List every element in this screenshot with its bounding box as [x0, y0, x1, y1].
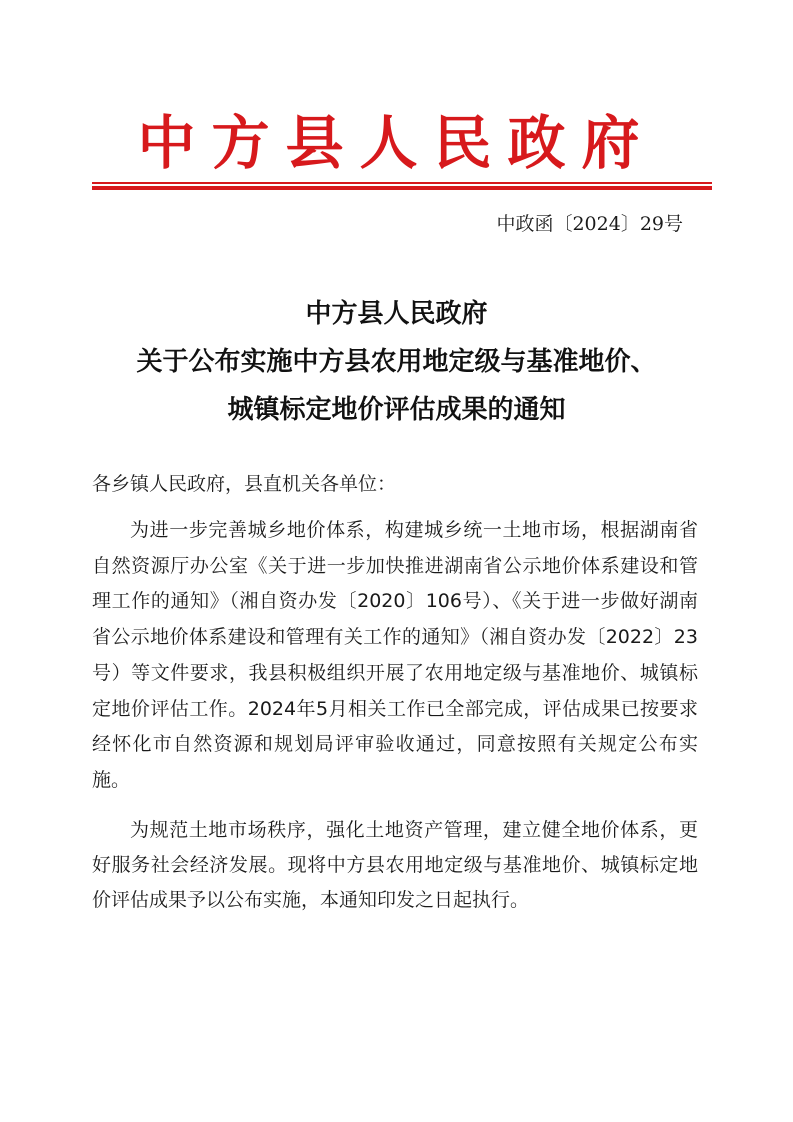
masthead-rule-thin: [92, 182, 712, 184]
document-title: [80, 290, 713, 434]
body-paragraph-1: 为进一步完善城乡地价体系，构建城乡统一土地市场，根据湖南省自然资源厅办公室《关于进一步加快推进湖南省公示地价体系建设和管理工作的通知》（湘自资办发〔2020〕106号）、《关于进一步做好湖南省公示地价体系建设和管理有关工作的通知》（湘自资办发〔2022〕23号）等文件要求，我县积极组织开展了农用地定级与基准地价、城镇标定地价评估工作。2024年5月相关工作已全部完成，评估成果已按要求经怀化市自然资源和规划局评审验收通过，同意按照有关规定公布实施。: [92, 519, 698, 791]
salutation: 各乡镇人民政府，县直机关各单位：: [92, 473, 397, 495]
masthead-rule-thick: [92, 186, 712, 190]
title-line-3: 城镇标定地价评估成果的通知: [227, 395, 566, 425]
masthead-title: 中方县人民政府: [137, 109, 656, 177]
title-line-2: 关于公布实施中方县农用地定级与基准地价、: [136, 347, 657, 377]
body-paragraph-2: 为规范土地市场秩序，强化土地资产管理，建立健全地价体系，更好服务社会经济发展。现将中方县农用地定级与基准地价、城镇标定地价评估成果予以公布实施，本通知印发之日起执行。: [92, 818, 698, 911]
title-line-1: 中方县人民政府: [305, 299, 488, 329]
document-number: 中政函〔2024〕29号: [496, 213, 683, 235]
document-body: [92, 463, 698, 932]
